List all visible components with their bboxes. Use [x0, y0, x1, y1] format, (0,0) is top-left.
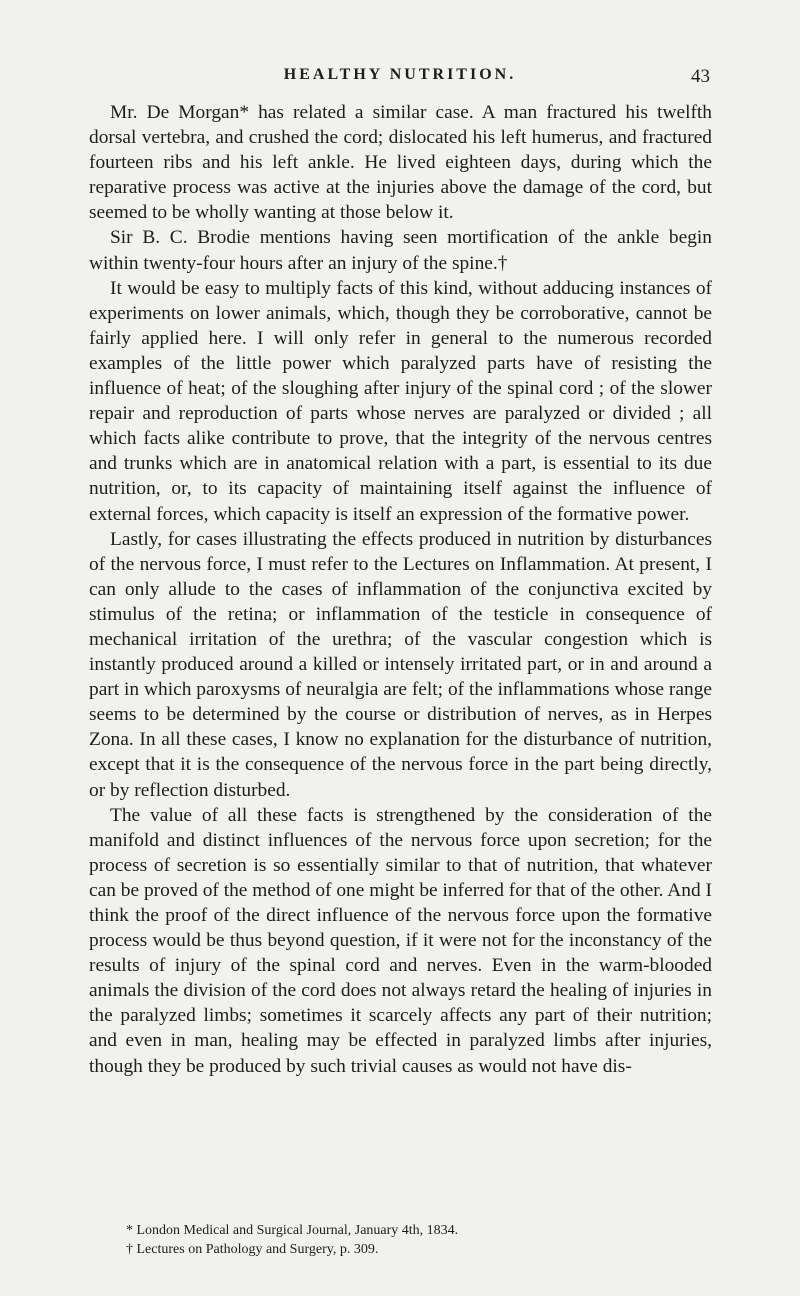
- paragraph-de-morgan-case: Mr. De Morgan* has related a similar case. A man fractured his twelfth dorsal vertebra, and crushed the cord; dislocated his left humerus, and fractured fourteen ribs and his left ankle. He lived eighteen days, during which the reparative process was active at the injuries above the damage of the cord, but seemed to be wholly wanting at those below it.: [89, 102, 712, 224]
- body-text: [89, 100, 712, 1079]
- paragraph-brodie: Sir B. C. Brodie mentions having seen mortification of the ankle begin within twenty-four hours after an injury of the spine.†: [89, 227, 712, 274]
- paragraph-multiply-facts: It would be easy to multiply facts of this kind, without adducing instances of experiments on lower animals, which, though they be corroborative, cannot be fairly applied here. I will only refer in general to the numerous recorded examples of the little power which paralyzed parts have of resisting the influence of heat; of the sloughing after injury of the spinal cord ; of the slower repair and reproduction of parts whose nerves are paralyzed or divided ; all which facts alike contribute to prove, that the integrity of the nervous centres and trunks which are in anatomical relation with a part, is essential to its due nutrition, or, to its capacity of maintaining itself against the influence of external forces, which capacity is itself an expression of the formative power.: [89, 277, 712, 525]
- running-header: [90, 66, 710, 90]
- paragraph-value-of-facts: The value of all these facts is strengthened by the consideration of the manifold and distinct influences of the nervous force upon secretion; for the process of secretion is so essentially similar to that of nutrition, that whatever can be proved of the method of one might be inferred for that of the other. And I think the proof of the direct influence of the nervous force upon the formative process would be thus beyond question, if it were not for the inconstancy of the results of injury of the spinal cord and nerves. Even in the warm-blooded animals the division of the cord does not always retard the healing of injuries in the paralyzed limbs; sometimes it scarcely affects any part of their nutrition; and even in man, healing may be effected in paralyzed limbs after injuries, though they be produced by such trivial causes as would not have dis-: [89, 804, 712, 1077]
- footnote-asterisk: * London Medical and Surgical Journal, January 4th, 1834.: [126, 1223, 459, 1238]
- footnote-dagger: † Lectures on Pathology and Surgery, p. 309.: [126, 1242, 379, 1257]
- paragraph-lastly: Lastly, for cases illustrating the effects produced in nutrition by disturbances of the nervous force, I must refer to the Lectures on Inflammation. At present, I can only allude to the cases of inflammation of the conjunctiva excited by stimulus of the retina; or inflammation of the testicle in consequence of mechanical irritation of the urethra; of the vascular congestion which is instantly produced around a killed or intensely irritated part, or in and around a part in which paroxysms of neuralgia are felt; of the inflammations whose range seems to be determined by the course or distribution of nerves, as in Herpes Zona. In all these cases, I know no explanation for the disturbance of nutrition, except that it is the consequence of the nervous force in the part being directly, or by reflection disturbed.: [89, 528, 712, 801]
- page-number: 43: [691, 66, 710, 87]
- running-head-title: HEALTHY NUTRITION.: [283, 66, 517, 83]
- footnotes: [89, 1221, 712, 1259]
